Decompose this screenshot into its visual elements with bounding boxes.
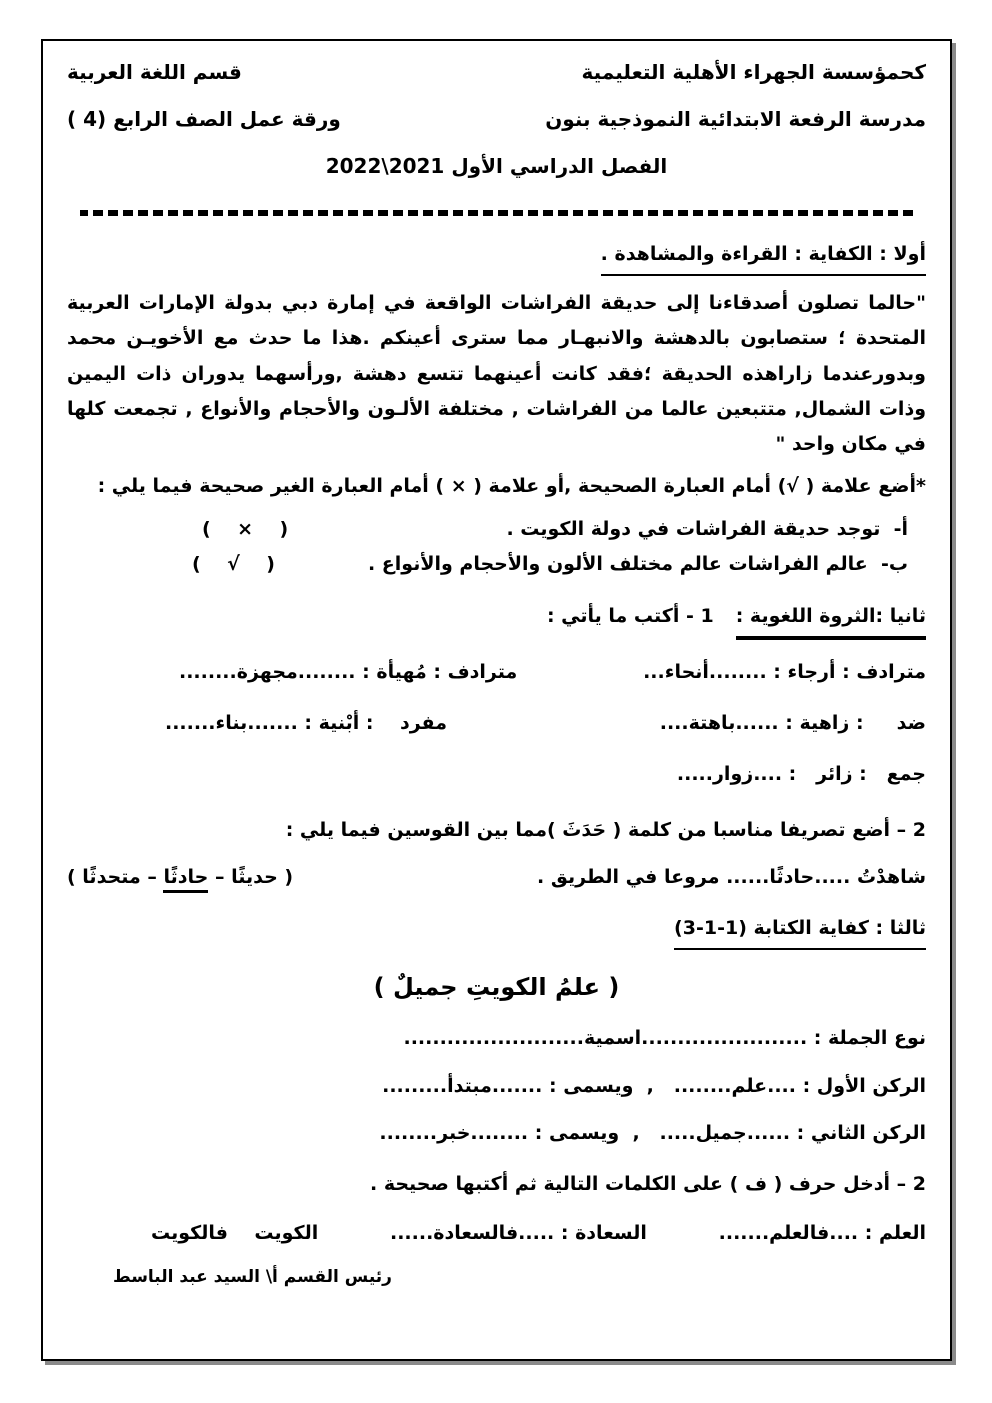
- antonym-item: ضد : زاهية : ......باهتة....: [659, 712, 926, 735]
- school-name: مدرسة الرفعة الابتدائية النموذجية بنون: [545, 107, 926, 131]
- worksheet-title: ورقة عمل الصف الرابع (4 ): [67, 107, 341, 131]
- singular-item: مفرد : أبْنية : .......بناء.......: [165, 712, 447, 735]
- vocab-q2-instruction: 2 – أضع تصريفا مناسبا من كلمة ( حَدَثَ )مما بين القوسين فيما يلي :: [285, 818, 926, 841]
- synonym-item-2: مترادف : مُهيأة : ........مجهزة........: [179, 660, 518, 683]
- word-item-3: الكويت فالكويت: [151, 1222, 319, 1245]
- sentence-type-line: نوع الجملة : .......................اسمية.........................: [403, 1027, 926, 1050]
- synonym-item-1: مترادف : أرجاء : ........أنحاء...: [643, 660, 926, 683]
- institution-name: كحمؤسسة الجهراء الأهلية التعليمية: [581, 60, 926, 84]
- tf-item-a: [67, 513, 926, 546]
- check-mark: ( √ ): [192, 553, 275, 576]
- reading-passage: "حالما تصلون أصدقاءنا إلى حديقة الفراشات الواقعة في إمارة دبي بدولة الإمارات العربية المتحدة ؛ ستصابون بالدهشة والانبهـار مما سترى أعينكم .هذا ما حدث مع الأخويـن محمد وبدورعندما زاراهذه الحديقة ؛فقد كانت أعينهما تتسع دهشة ,ورأسهما يدوران ذات اليمين وذات الشمال, متتبعين عالما من الفراشات , مختلفة الألـون والأحجام والأنواع , تجمعت كلها في مكان واحد ": [60, 292, 926, 455]
- header-row-1: [67, 55, 926, 90]
- writing-q2-instruction: 2 – أدخل حرف ( ف ) على الكلمات التالية ثم أكتبها صحيحة .: [369, 1173, 926, 1196]
- plural-item: جمع : زائر : ....زوار.....: [676, 763, 926, 786]
- second-pillar-line: الركن الثاني : ......جميل..... , ويسمى : ........خبر........: [379, 1121, 926, 1144]
- department-name: قسم اللغة العربية: [67, 60, 242, 84]
- options-group: [67, 861, 293, 894]
- term-line: الفصل الدراسي الأول 2021\2022: [325, 154, 668, 178]
- first-pillar-line: الركن الأول : ....علم........ , ويسمى : .......مبتدأ.........: [382, 1074, 926, 1097]
- section3-title: ثالثا : كفاية الكتابة (1-1-3): [674, 912, 926, 950]
- tf-instruction: *أضع علامة ( √) أمام العبارة الصحيحة ,أو علامة ( × ) أمام العبارة الغير صحيحة فيما يلي :: [97, 474, 926, 497]
- vocab-row-antonym-singular: [67, 707, 926, 740]
- section2-title: ثانيا :الثروة اللغوية :: [736, 600, 926, 640]
- worksheet-page: [41, 39, 952, 1361]
- section1-heading: [67, 238, 926, 276]
- word-item-2: السعادة : .....فالسعادة......: [390, 1222, 647, 1245]
- words-row: [67, 1217, 926, 1250]
- section1-title: أولا : الكفاية : القراءة والمشاهدة .: [601, 238, 926, 276]
- example-sentence: ( علمُ الكويتِ جميلٌ ): [373, 973, 620, 1002]
- tf-item-b: [67, 548, 926, 581]
- vocab-row-synonyms: [67, 656, 926, 689]
- vocab-answer-row: [67, 861, 926, 894]
- answer-sentence: شاهدْتُ .....حادثًا...... مروعا في الطريق .: [537, 865, 926, 888]
- word-item-1: العلم : ....فالعلم.......: [718, 1222, 926, 1245]
- tf-item-b-text: ب- عالم الفراشات عالم مختلف الألون والأحجام والأنواع .: [367, 553, 908, 576]
- vocab-q1-label: 1 - أكتب ما يأتي :: [546, 604, 714, 627]
- signature: رئيس القسم أ\ السيد عبد الباسط: [113, 1266, 392, 1287]
- dashed-separator: [80, 210, 913, 216]
- option-underlined-answer: حادثًا: [163, 866, 208, 893]
- header-row-2: [67, 102, 926, 137]
- section2-heading: [67, 600, 926, 640]
- option-post: – متحدثًا ): [67, 865, 164, 888]
- x-mark: ( × ): [202, 518, 289, 541]
- option-pre: ( حديثًا –: [208, 865, 294, 888]
- section3-heading: [67, 912, 926, 950]
- tf-item-a-text: أ- توجد حديقة الفراشات في دولة الكويت .: [506, 518, 908, 541]
